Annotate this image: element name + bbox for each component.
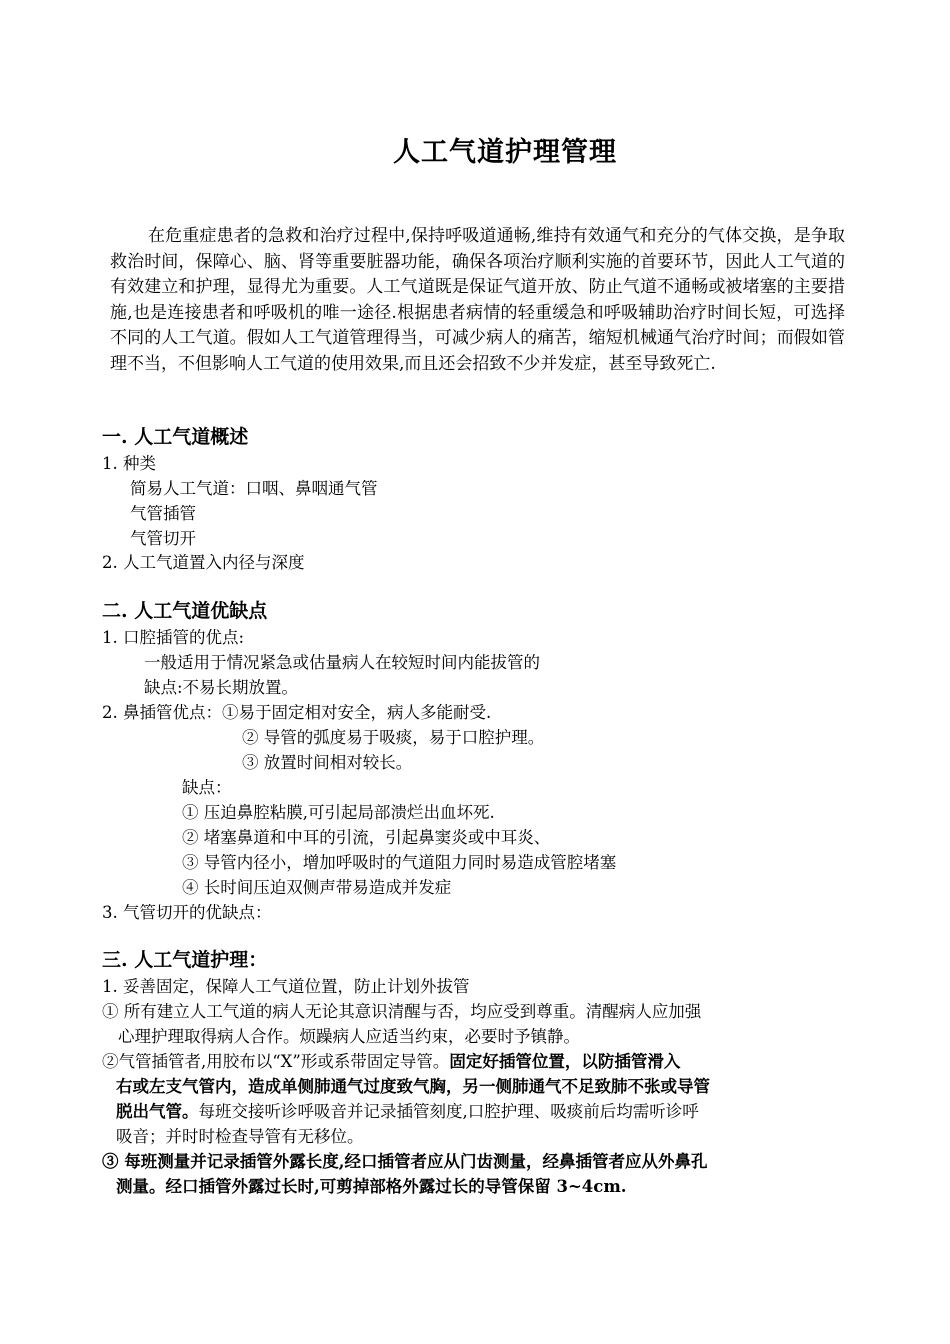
- list-item: 3. 气管切开的优缺点：: [102, 903, 272, 922]
- plain-text: ②气管插管者,用胶布以“X”形或系带固定导管。: [102, 1052, 450, 1071]
- list-item: ① 所有建立人工气道的病人无论其意识清醒与否，均应受到尊重。清醒病人应加强: [102, 1002, 702, 1021]
- list-item: 2. 人工气道置入内径与深度: [102, 553, 305, 572]
- list-item: ② 堵塞鼻道和中耳的引流，引起鼻窦炎或中耳炎、: [182, 828, 551, 847]
- list-item: 心理护理取得病人合作。烦躁病人应适当约束，必要时予镇静。: [118, 1027, 580, 1046]
- list-item: 测量。经口插管外露过长时,可剪掉部格外露过长的导管保留 3~4cm.: [116, 1177, 627, 1196]
- section-heading-care: 三. 人工气道护理：: [102, 949, 268, 971]
- list-item: 吸音；并时时检查导管有无移位。: [116, 1127, 364, 1146]
- list-item: ③ 每班测量并记录插管外露长度,经口插管者应从门齿测量，经鼻插管者应从外鼻孔: [102, 1152, 708, 1171]
- section-heading-pros-cons: 二. 人工气道优缺点: [102, 600, 268, 622]
- list-item: ① 压迫鼻腔粘膜,可引起局部溃烂出血坏死.: [182, 803, 495, 822]
- bold-text: 脱出气管。: [116, 1102, 199, 1121]
- bold-text: 固定好插管位置，以防插管滑入: [449, 1052, 681, 1071]
- intro-text: 在危重症患者的急救和治疗过程中,保持呼吸道通畅,维持有效通气和充分的气体交换，是争取救治时间，保障心、脑、肾等重要脏器功能，确保各项治疗顺利实施的首要环节，因此人工气道的有效建立和护理，显得尤为重要。人工气道既是保证气道开放、防止气道不通畅或被堵塞的主要措施,也是连接患者和呼吸机的唯一途径.根据患者病情的轻重缓急和呼吸辅助治疗时间长短，可选择不同的人工气道。假如人工气道管理得当，可减少病人的痛苦，缩短机械通气治疗时间；而假如管理不当，不但影响人工气道的使用效果,而且还会招致不少并发症，甚至导致死亡.: [110, 226, 845, 374]
- list-item: 缺点：: [182, 778, 232, 797]
- list-item: 2. 鼻插管优点：①易于固定相对安全，病人多能耐受.: [102, 703, 492, 722]
- list-item: ④ 长时间压迫双侧声带易造成并发症: [182, 878, 452, 897]
- list-item: ② 导管的弧度易于吸痰，易于口腔护理。: [242, 728, 545, 747]
- list-item: 1. 口腔插管的优点:: [102, 628, 245, 647]
- list-item: 气管插管: [130, 504, 196, 523]
- list-item: [102, 1048, 680, 1072]
- list-item: ③ 放置时间相对较长。: [242, 753, 413, 772]
- list-item: 气管切开: [130, 529, 196, 548]
- list-item: 简易人工气道：口咽、鼻咽通气管: [130, 479, 378, 498]
- list-item: [116, 1098, 699, 1122]
- list-item: ③ 导管内径小，增加呼吸时的气道阻力同时易造成管腔堵塞: [182, 853, 617, 872]
- section-heading-overview: 一. 人工气道概述: [102, 426, 249, 448]
- list-item: 缺点:不易长期放置。: [144, 678, 299, 697]
- list-item: 1. 种类: [102, 454, 156, 473]
- list-item: 1. 妥善固定，保障人工气道位置，防止计划外拔管: [102, 977, 470, 996]
- list-item: 右或左支气管内，造成单侧肺通气过度致气胸，另一侧肺通气不足致肺不张或导管: [116, 1077, 710, 1096]
- page-title: 人工气道护理管理: [393, 137, 617, 168]
- intro-paragraph: [110, 224, 845, 377]
- list-item: 一般适用于情况紧急或估量病人在较短时间内能拔管的: [144, 653, 540, 672]
- plain-text: 每班交接听诊呼吸音并记录插管刻度,口腔护理、吸痰前后均需听诊呼: [198, 1102, 699, 1121]
